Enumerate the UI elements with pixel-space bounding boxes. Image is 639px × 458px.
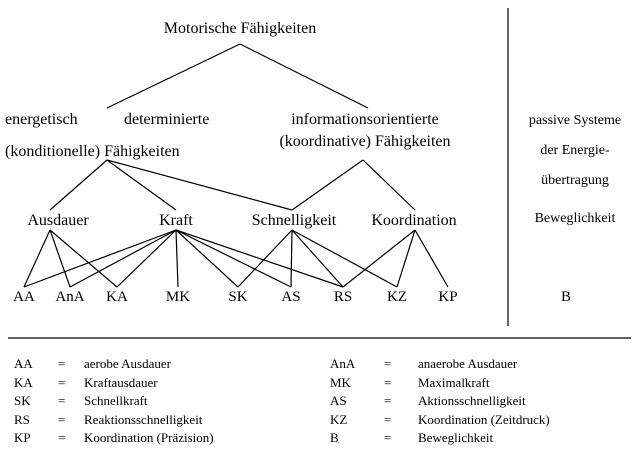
- legend-eq: =: [58, 375, 66, 390]
- legend-eq: =: [58, 356, 66, 371]
- code-aa: AA: [13, 289, 35, 305]
- edge-root-right: [240, 44, 368, 108]
- code-b: B: [560, 289, 572, 305]
- edge-kond-kraft: [107, 160, 176, 210]
- legend-code: KP: [14, 430, 31, 445]
- branch-left-word1: energetisch: [5, 111, 78, 128]
- code-kz: KZ: [387, 289, 407, 305]
- legend-code: AA: [14, 356, 33, 371]
- category-koordination: Koordination: [371, 212, 457, 229]
- side-line2: der Energie-: [540, 143, 610, 158]
- edge-kraft-ka: [117, 230, 176, 287]
- legend-code: AS: [330, 393, 347, 408]
- edge-koordination-kp: [415, 230, 448, 287]
- category-schnelligkeit: Schnelligkeit: [251, 212, 337, 229]
- legend-desc: aerobe Ausdauer: [84, 356, 171, 371]
- edge-kraft-mk: [176, 230, 178, 287]
- legend-desc: Koordination (Präzision): [84, 430, 214, 445]
- legend-desc: Beweglichkeit: [418, 430, 494, 445]
- edge-koord-koordination: [363, 160, 415, 210]
- legend-eq: =: [58, 430, 66, 445]
- edge-koord-schnelligkeit: [292, 160, 363, 210]
- category-ausdauer: Ausdauer: [27, 212, 89, 229]
- code-mk: MK: [165, 289, 191, 305]
- legend-code: RS: [14, 412, 30, 427]
- legend-eq: =: [384, 393, 392, 408]
- edge-schnell-sk: [238, 230, 292, 287]
- legend-code: MK: [330, 375, 351, 390]
- legend-eq: =: [58, 412, 66, 427]
- code-ka: KA: [106, 289, 128, 305]
- legend-desc: Schnellkraft: [84, 393, 148, 408]
- legend-desc: anaerobe Ausdauer: [418, 356, 518, 371]
- edge-koordination-rs: [343, 230, 415, 287]
- legend-desc: Reaktionsschnelligkeit: [84, 412, 203, 427]
- branch-left-word2: determinierte: [124, 111, 210, 128]
- code-kp: KP: [438, 289, 458, 305]
- legend-code: KA: [14, 375, 33, 390]
- edge-root-left: [107, 44, 240, 108]
- root-label: Motorische Fähigkeiten: [163, 20, 317, 37]
- legend-desc: Koordination (Zeitdruck): [418, 412, 550, 427]
- edge-kond-schnelligkeit: [107, 160, 292, 210]
- legend-code: KZ: [330, 412, 348, 427]
- edge-kraft-as: [176, 230, 291, 287]
- legend-eq: =: [384, 356, 392, 371]
- branch-right-line2: (koordinative) Fähigkeiten: [279, 133, 451, 150]
- legend-right: [330, 356, 550, 445]
- legend-eq: =: [384, 375, 392, 390]
- side-line4: Beweglichkeit: [534, 211, 616, 226]
- legend-eq: =: [58, 393, 66, 408]
- edge-kraft-sk: [176, 230, 238, 287]
- legend-left: [14, 356, 214, 445]
- side-line1: passive Systeme: [528, 113, 622, 128]
- branch-left-line2: (konditionelle) Fähigkeiten: [5, 143, 180, 160]
- code-rs: RS: [333, 289, 353, 305]
- category-kraft: Kraft: [159, 212, 193, 229]
- code-as: AS: [281, 289, 301, 305]
- legend-eq: =: [384, 430, 392, 445]
- code-ana: AnA: [55, 289, 85, 305]
- edge-kraft-ana: [70, 230, 176, 287]
- legend-eq: =: [384, 412, 392, 427]
- side-line3: übertragung: [541, 173, 609, 188]
- edge-schnell-as: [291, 230, 292, 287]
- branch-right-line1: informationsorientierte: [291, 111, 439, 128]
- legend-code: B: [330, 430, 339, 445]
- legend-desc: Maximalkraft: [418, 375, 490, 390]
- edge-schnell-kz: [292, 230, 397, 287]
- edge-kond-ausdauer: [50, 160, 107, 210]
- legend-desc: Aktionsschnelligkeit: [418, 393, 526, 408]
- code-sk: SK: [228, 289, 248, 305]
- legend-desc: Kraftausdauer: [84, 375, 158, 390]
- edge-koordination-kz: [397, 230, 415, 287]
- edge-kraft-aa: [24, 230, 176, 287]
- legend-code: SK: [14, 393, 31, 408]
- legend-code: AnA: [330, 356, 356, 371]
